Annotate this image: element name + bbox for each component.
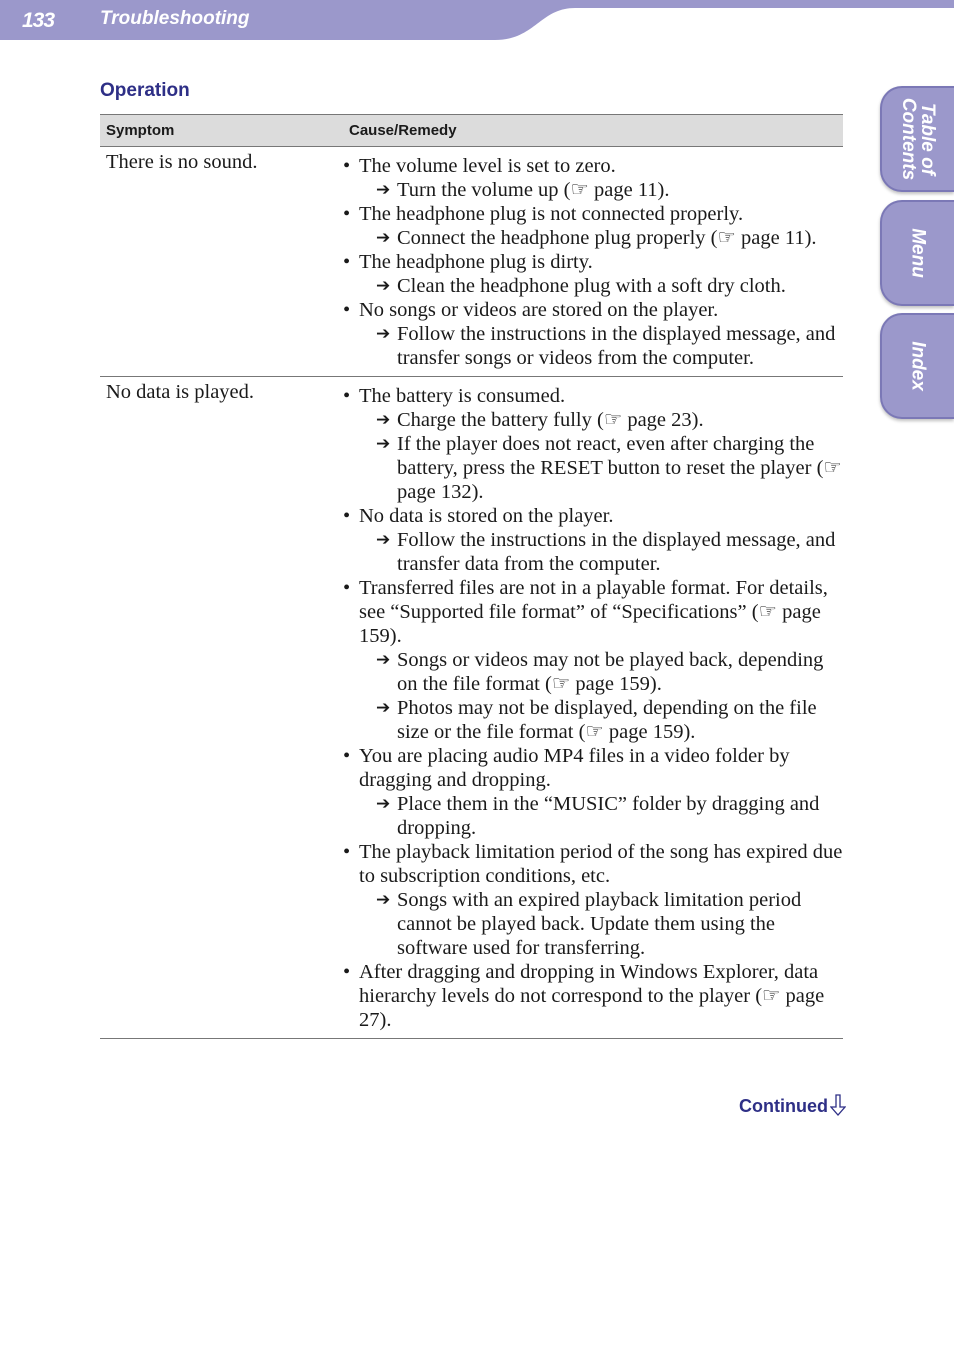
cause-item	[343, 384, 843, 504]
remedy-item	[359, 648, 843, 696]
cause-remedy-cell	[343, 377, 843, 1039]
arrow-right-icon: ➔	[376, 228, 391, 248]
remedy-list	[359, 408, 843, 504]
cause-item	[343, 202, 843, 250]
table-row	[100, 147, 843, 377]
remedy-list	[359, 792, 843, 840]
cause-item	[343, 840, 843, 960]
cause-item	[343, 744, 843, 840]
remedy-text: Clean the headphone plug with a soft dry cloth.	[397, 275, 786, 297]
bullet-icon: •	[343, 155, 351, 177]
toc-tab[interactable]	[880, 86, 954, 192]
remedy-item	[359, 408, 843, 432]
remedy-item	[359, 528, 843, 576]
cause-item	[343, 960, 843, 1032]
cause-item	[343, 298, 843, 370]
cause-text: The playback limitation period of the song has expired due to subscription conditions, etc.	[359, 841, 843, 887]
symptom-header: Symptom	[100, 115, 343, 147]
cause-text: No data is stored on the player.	[359, 505, 614, 527]
table-body	[100, 147, 843, 1039]
page-header	[0, 0, 954, 40]
remedy-list	[359, 648, 843, 744]
bullet-icon: •	[343, 385, 351, 407]
remedy-text: Turn the volume up (☞ page 11).	[397, 179, 670, 201]
side-tab-label: Menu	[907, 228, 929, 278]
arrow-right-icon: ➔	[376, 276, 391, 296]
cause-remedy-header: Cause/Remedy	[343, 115, 843, 147]
remedy-list	[359, 528, 843, 576]
bullet-icon: •	[343, 203, 351, 225]
index-tab[interactable]	[880, 313, 954, 419]
cause-item	[343, 154, 843, 202]
operation-heading: Operation	[100, 80, 190, 101]
side-tab-label: Table of Contents	[898, 97, 938, 181]
remedy-item	[359, 178, 843, 202]
cause-item	[343, 250, 843, 298]
remedy-item	[359, 226, 843, 250]
symptom-cell: No data is played.	[100, 377, 343, 1039]
remedy-list	[359, 178, 843, 202]
arrow-right-icon: ➔	[376, 530, 391, 550]
cause-list	[343, 384, 843, 1032]
bullet-icon: •	[343, 577, 351, 599]
cause-item	[343, 504, 843, 576]
remedy-list	[359, 274, 843, 298]
cause-text: No songs or videos are stored on the player.	[359, 299, 719, 321]
menu-tab[interactable]	[880, 200, 954, 306]
cause-text: Transferred files are not in a playable format. For details, see “Supported file format” of “Specifications” (☞ page 159).	[359, 577, 828, 647]
arrow-right-icon: ➔	[376, 324, 391, 344]
remedy-text: Place them in the “MUSIC” folder by dragging and dropping.	[397, 793, 820, 839]
side-tab-label: Index	[907, 341, 929, 391]
bullet-icon: •	[343, 841, 351, 863]
arrow-right-icon: ➔	[376, 434, 391, 454]
remedy-text: Songs or videos may not be played back, depending on the file format (☞ page 159).	[397, 649, 824, 695]
cause-remedy-cell	[343, 147, 843, 377]
remedy-list	[359, 226, 843, 250]
bullet-icon: •	[343, 961, 351, 983]
page-number: 133	[22, 9, 55, 32]
troubleshooting-table	[100, 114, 843, 1039]
remedy-item	[359, 888, 843, 960]
bullet-icon: •	[343, 251, 351, 273]
cause-text: The battery is consumed.	[359, 385, 566, 407]
arrow-right-icon: ➔	[376, 180, 391, 200]
remedy-text: If the player does not react, even after charging the battery, press the RESET button to reset the player (☞ page 132).	[397, 433, 842, 503]
remedy-item	[359, 274, 843, 298]
arrow-right-icon: ➔	[376, 650, 391, 670]
bullet-icon: •	[343, 299, 351, 321]
remedy-text: Songs with an expired playback limitation period cannot be played back. Update them using the software used for transferring.	[397, 889, 802, 959]
continued-label: Continued	[739, 1096, 828, 1116]
continued-link[interactable]	[739, 1094, 846, 1117]
remedy-text: Photos may not be displayed, depending on the file size or the file format (☞ page 159).	[397, 697, 817, 743]
remedy-text: Follow the instructions in the displayed message, and transfer songs or videos from the computer.	[397, 323, 836, 369]
cause-text: The volume level is set to zero.	[359, 155, 616, 177]
remedy-text: Charge the battery fully (☞ page 23).	[397, 409, 704, 431]
down-arrow-icon	[830, 1094, 846, 1116]
cause-list	[343, 154, 843, 370]
cause-text: After dragging and dropping in Windows Explorer, data hierarchy levels do not correspond to the player (☞ page 27).	[359, 961, 825, 1031]
remedy-item	[359, 696, 843, 744]
remedy-item	[359, 322, 843, 370]
remedy-item	[359, 432, 843, 504]
bullet-icon: •	[343, 745, 351, 767]
remedy-list	[359, 888, 843, 960]
arrow-right-icon: ➔	[376, 890, 391, 910]
cause-text: The headphone plug is dirty.	[359, 251, 593, 273]
cause-text: The headphone plug is not connected properly.	[359, 203, 744, 225]
remedy-list	[359, 322, 843, 370]
symptom-cell: There is no sound.	[100, 147, 343, 377]
table-header-row	[100, 115, 843, 147]
arrow-right-icon: ➔	[376, 410, 391, 430]
cause-text: You are placing audio MP4 files in a video folder by dragging and dropping.	[359, 745, 790, 791]
table-row	[100, 377, 843, 1039]
cause-item	[343, 576, 843, 744]
remedy-text: Connect the headphone plug properly (☞ page 11).	[397, 227, 817, 249]
arrow-right-icon: ➔	[376, 794, 391, 814]
bullet-icon: •	[343, 505, 351, 527]
section-title: Troubleshooting	[100, 8, 250, 29]
arrow-right-icon: ➔	[376, 698, 391, 718]
remedy-item	[359, 792, 843, 840]
remedy-text: Follow the instructions in the displayed message, and transfer data from the computer.	[397, 529, 836, 575]
